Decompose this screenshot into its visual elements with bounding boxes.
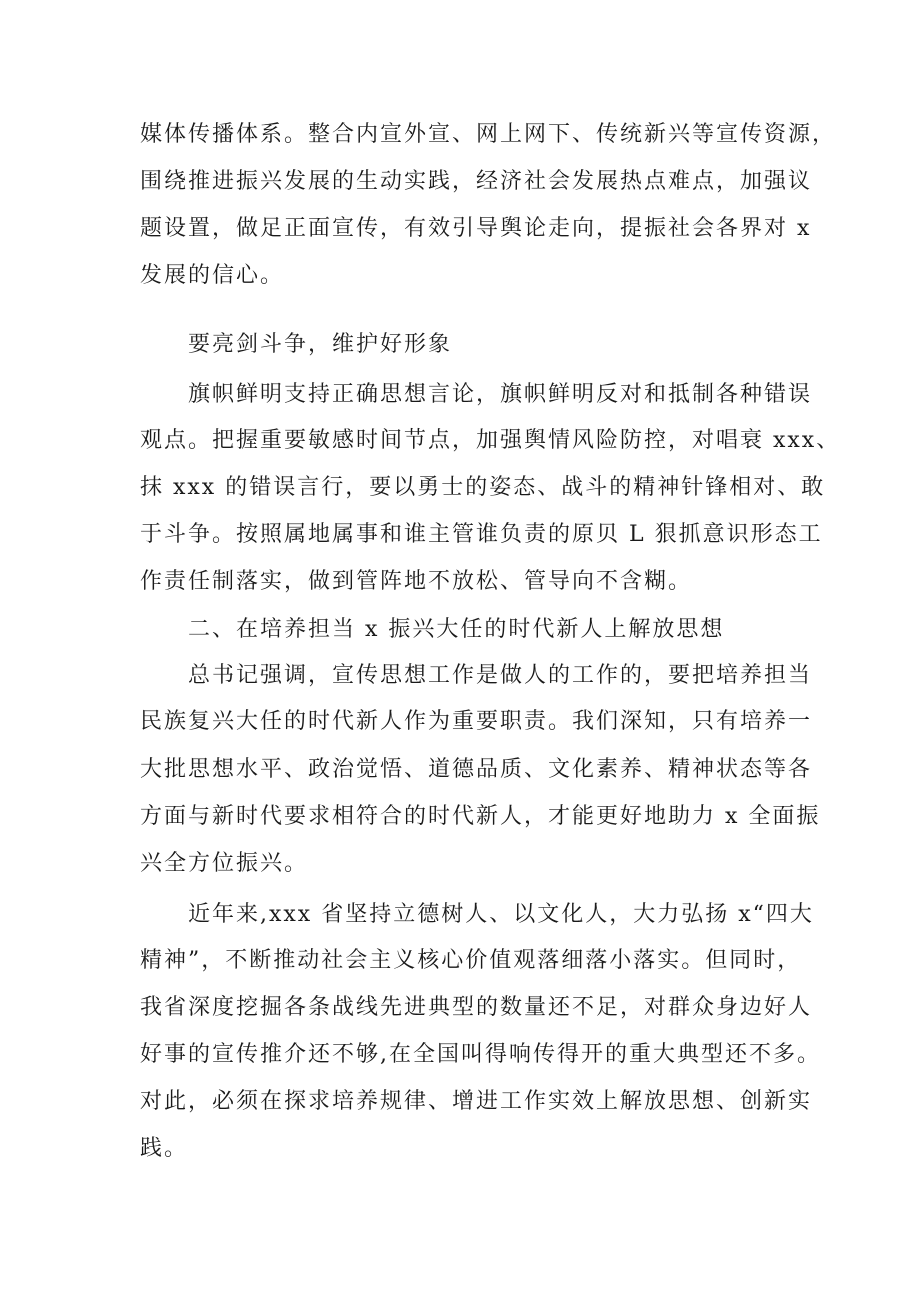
paragraph-line: 民族复兴大任的时代新人作为重要职责。我们深知，只有培养一 — [140, 709, 813, 734]
paragraph-line: 总书记强调，宣传思想工作是做人的工作的，要把培养担当 — [188, 663, 813, 688]
paragraph-line: 题设置，做足正面宣传，有效引导舆论走向，提振社会各界对 x — [140, 216, 812, 241]
paragraph-line: 观点。把握重要敏感时间节点，加强舆情风险防控，对唱衰 xxx、 — [140, 428, 841, 453]
paragraph-line: 围绕推进振兴发展的生动实践，经济社会发展热点难点，加强议 — [140, 169, 813, 194]
paragraph-line: 我省深度挖掘各条战线先进典型的数量还不足，对群众身边好人 — [140, 995, 813, 1020]
paragraph-line: 媒体传播体系。整合内宣外宣、网上网下、传统新兴等宣传资源， — [140, 122, 837, 147]
paragraph-line: 好事的宣传推介还不够,在全国叫得响传得开的重大典型还不多。 — [140, 1042, 821, 1067]
paragraph-line: 大批思想水平、政治觉悟、道德品质、文化素养、精神状态等各 — [140, 757, 813, 782]
paragraph-line: 兴全方位振兴。 — [140, 851, 309, 876]
paragraph-line: 精神”，不断推动社会主义核心价值观落细落小落实。但同时， — [140, 948, 802, 973]
paragraph-line: 于斗争。按照属地属事和谁主管谁负责的原贝 L 狠抓意识形态工 — [140, 522, 823, 547]
paragraph-line: 方面与新时代要求相符合的时代新人，才能更好地助力 x 全面振 — [140, 804, 821, 829]
section-heading: 二、在培养担当 x 振兴大任的时代新人上解放思想 — [188, 617, 725, 642]
paragraph-line: 作责任制落实，做到管阵地不放松、管导向不含糊。 — [140, 569, 693, 594]
paragraph-line: 发展的信心。 — [140, 263, 285, 288]
section-heading: 要亮剑斗争，维护好形象 — [188, 332, 453, 357]
paragraph-line: 践。 — [140, 1136, 189, 1161]
paragraph-line: 抹 xxx 的错误言行，要以勇士的姿态、战斗的精神针锋相对、敢 — [140, 475, 826, 500]
paragraph-line: 近年来,xxx 省坚持立德树人、以文化人，大力弘扬 x“四大 — [188, 902, 814, 927]
paragraph-line: 对此，必须在探求培养规律、增进工作实效上解放思想、创新实 — [140, 1089, 813, 1114]
paragraph-line: 旗帜鲜明支持正确思想言论，旗帜鲜明反对和抵制各种错误 — [188, 382, 813, 407]
